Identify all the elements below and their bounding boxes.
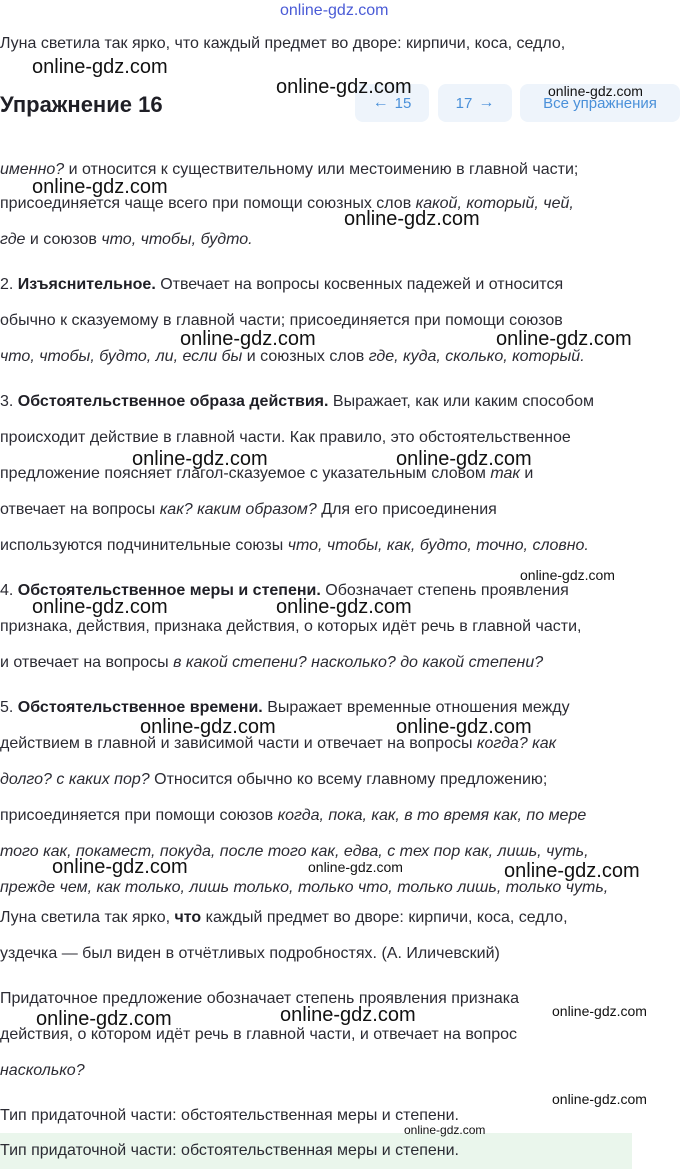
text-line: обычно к сказуемому в главной части; присоединяется при помощи союзов [0,312,563,329]
watermark: online-gdz.com [132,448,268,470]
watermark: online-gdz.com [504,860,640,882]
text-line: используются подчинительные союзы что, чтобы, как, будто, точно, словно. [0,537,589,554]
text-line: насколько? [0,1062,85,1079]
watermark: online-gdz.com [552,1091,647,1107]
watermark: online-gdz.com [276,76,412,98]
text-line: 2. Изъяснительное. Отвечает на вопросы косвенных падежей и относится [0,276,564,293]
watermark: online-gdz.com [32,56,168,78]
arrow-right-icon: → [478,94,495,111]
intro-line: Луна светила так ярко, что каждый предмет во дворе: кирпичи, коса, седло, [0,35,566,52]
watermark: online-gdz.com [36,1008,172,1030]
text-line: уздечка — был виден в отчётливых подробностях. (А. Иличевский) [0,945,500,962]
text-line: предложение поясняет глагол-сказуемое с указательным словом так и [0,465,534,482]
text-line: прежде чем, как только, лишь только, только что, только лишь, только чуть, [0,879,609,896]
watermark: online-gdz.com [548,83,643,99]
watermark: online-gdz.com [140,716,276,738]
text-line: долго? с каких пор? Относится обычно ко всему главному предложению; [0,771,548,788]
next-exercise-button[interactable] [438,84,512,122]
watermark: online-gdz.com [180,328,316,350]
watermark: online-gdz.com [52,856,188,878]
watermark: online-gdz.com [276,596,412,618]
watermark: online-gdz.com [396,448,532,470]
text-line: отвечает на вопросы как? каким образом? Для его присоединения [0,501,497,518]
text-line: Придаточное предложение обозначает степень проявления признака [0,990,520,1007]
watermark-top: online-gdz.com [280,2,389,19]
watermark: online-gdz.com [32,176,168,198]
text-line: действия, о котором идёт речь в главной части, и отвечает на вопрос [0,1026,518,1043]
watermark: online-gdz.com [520,567,615,583]
text-line: 4. Обстоятельственное меры и степени. Обозначает степень проявления [0,582,569,599]
text-line: 3. Обстоятельственное образа действия. Выражает, как или каким способом [0,393,594,410]
text-line: действием в главной и зависимой части и отвечает на вопросы когда? как [0,735,557,752]
next-exercise-label: 17 [455,94,473,112]
watermark: online-gdz.com [308,859,403,875]
text-line: и отвечает на вопросы в какой степени? насколько? до какой степени? [0,654,544,671]
watermark: online-gdz.com [280,1004,416,1026]
watermark: online-gdz.com [396,716,532,738]
text-line: именно? и относится к существительному или местоимению в главной части; [0,161,579,178]
text-line: присоединяется при помощи союзов когда, пока, как, в то время как, по мере [0,807,587,824]
text-line: Тип придаточной части: обстоятельственная меры и степени. [0,1107,459,1124]
watermark: online-gdz.com [496,328,632,350]
prev-exercise-label: 15 [394,94,412,112]
arrow-left-icon: ← [372,94,389,111]
text-line: 5. Обстоятельственное времени. Выражает временные отношения между [0,699,570,716]
text-line: происходит действие в главной части. Как правило, это обстоятельственное [0,429,571,446]
text-line: того как, покамест, покуда, после того как, едва, с тех пор как, лишь, чуть, [0,843,589,860]
text-line: присоединяется чаще всего при помощи союзных слов какой, который, чей, [0,195,574,212]
answer-text: Тип придаточной части: обстоятельственная меры и степени. [0,1142,459,1159]
text-line: что, чтобы, будто, ли, если бы и союзных слов где, куда, сколько, который. [0,348,585,365]
all-exercises-label: Все упражнения [543,94,657,112]
text-line: признака, действия, признака действия, о которых идёт речь в главной части, [0,618,582,635]
text-line: Луна светила так ярко, что каждый предмет во дворе: кирпичи, коса, седло, [0,909,568,926]
text-line: где и союзов что, чтобы, будто. [0,231,253,248]
answer-box [0,1133,632,1169]
watermark: online-gdz.com [404,1123,486,1137]
watermark: online-gdz.com [344,208,480,230]
page-title: Упражнение 16 [0,92,163,117]
watermark: online-gdz.com [32,596,168,618]
watermark: online-gdz.com [552,1003,647,1019]
